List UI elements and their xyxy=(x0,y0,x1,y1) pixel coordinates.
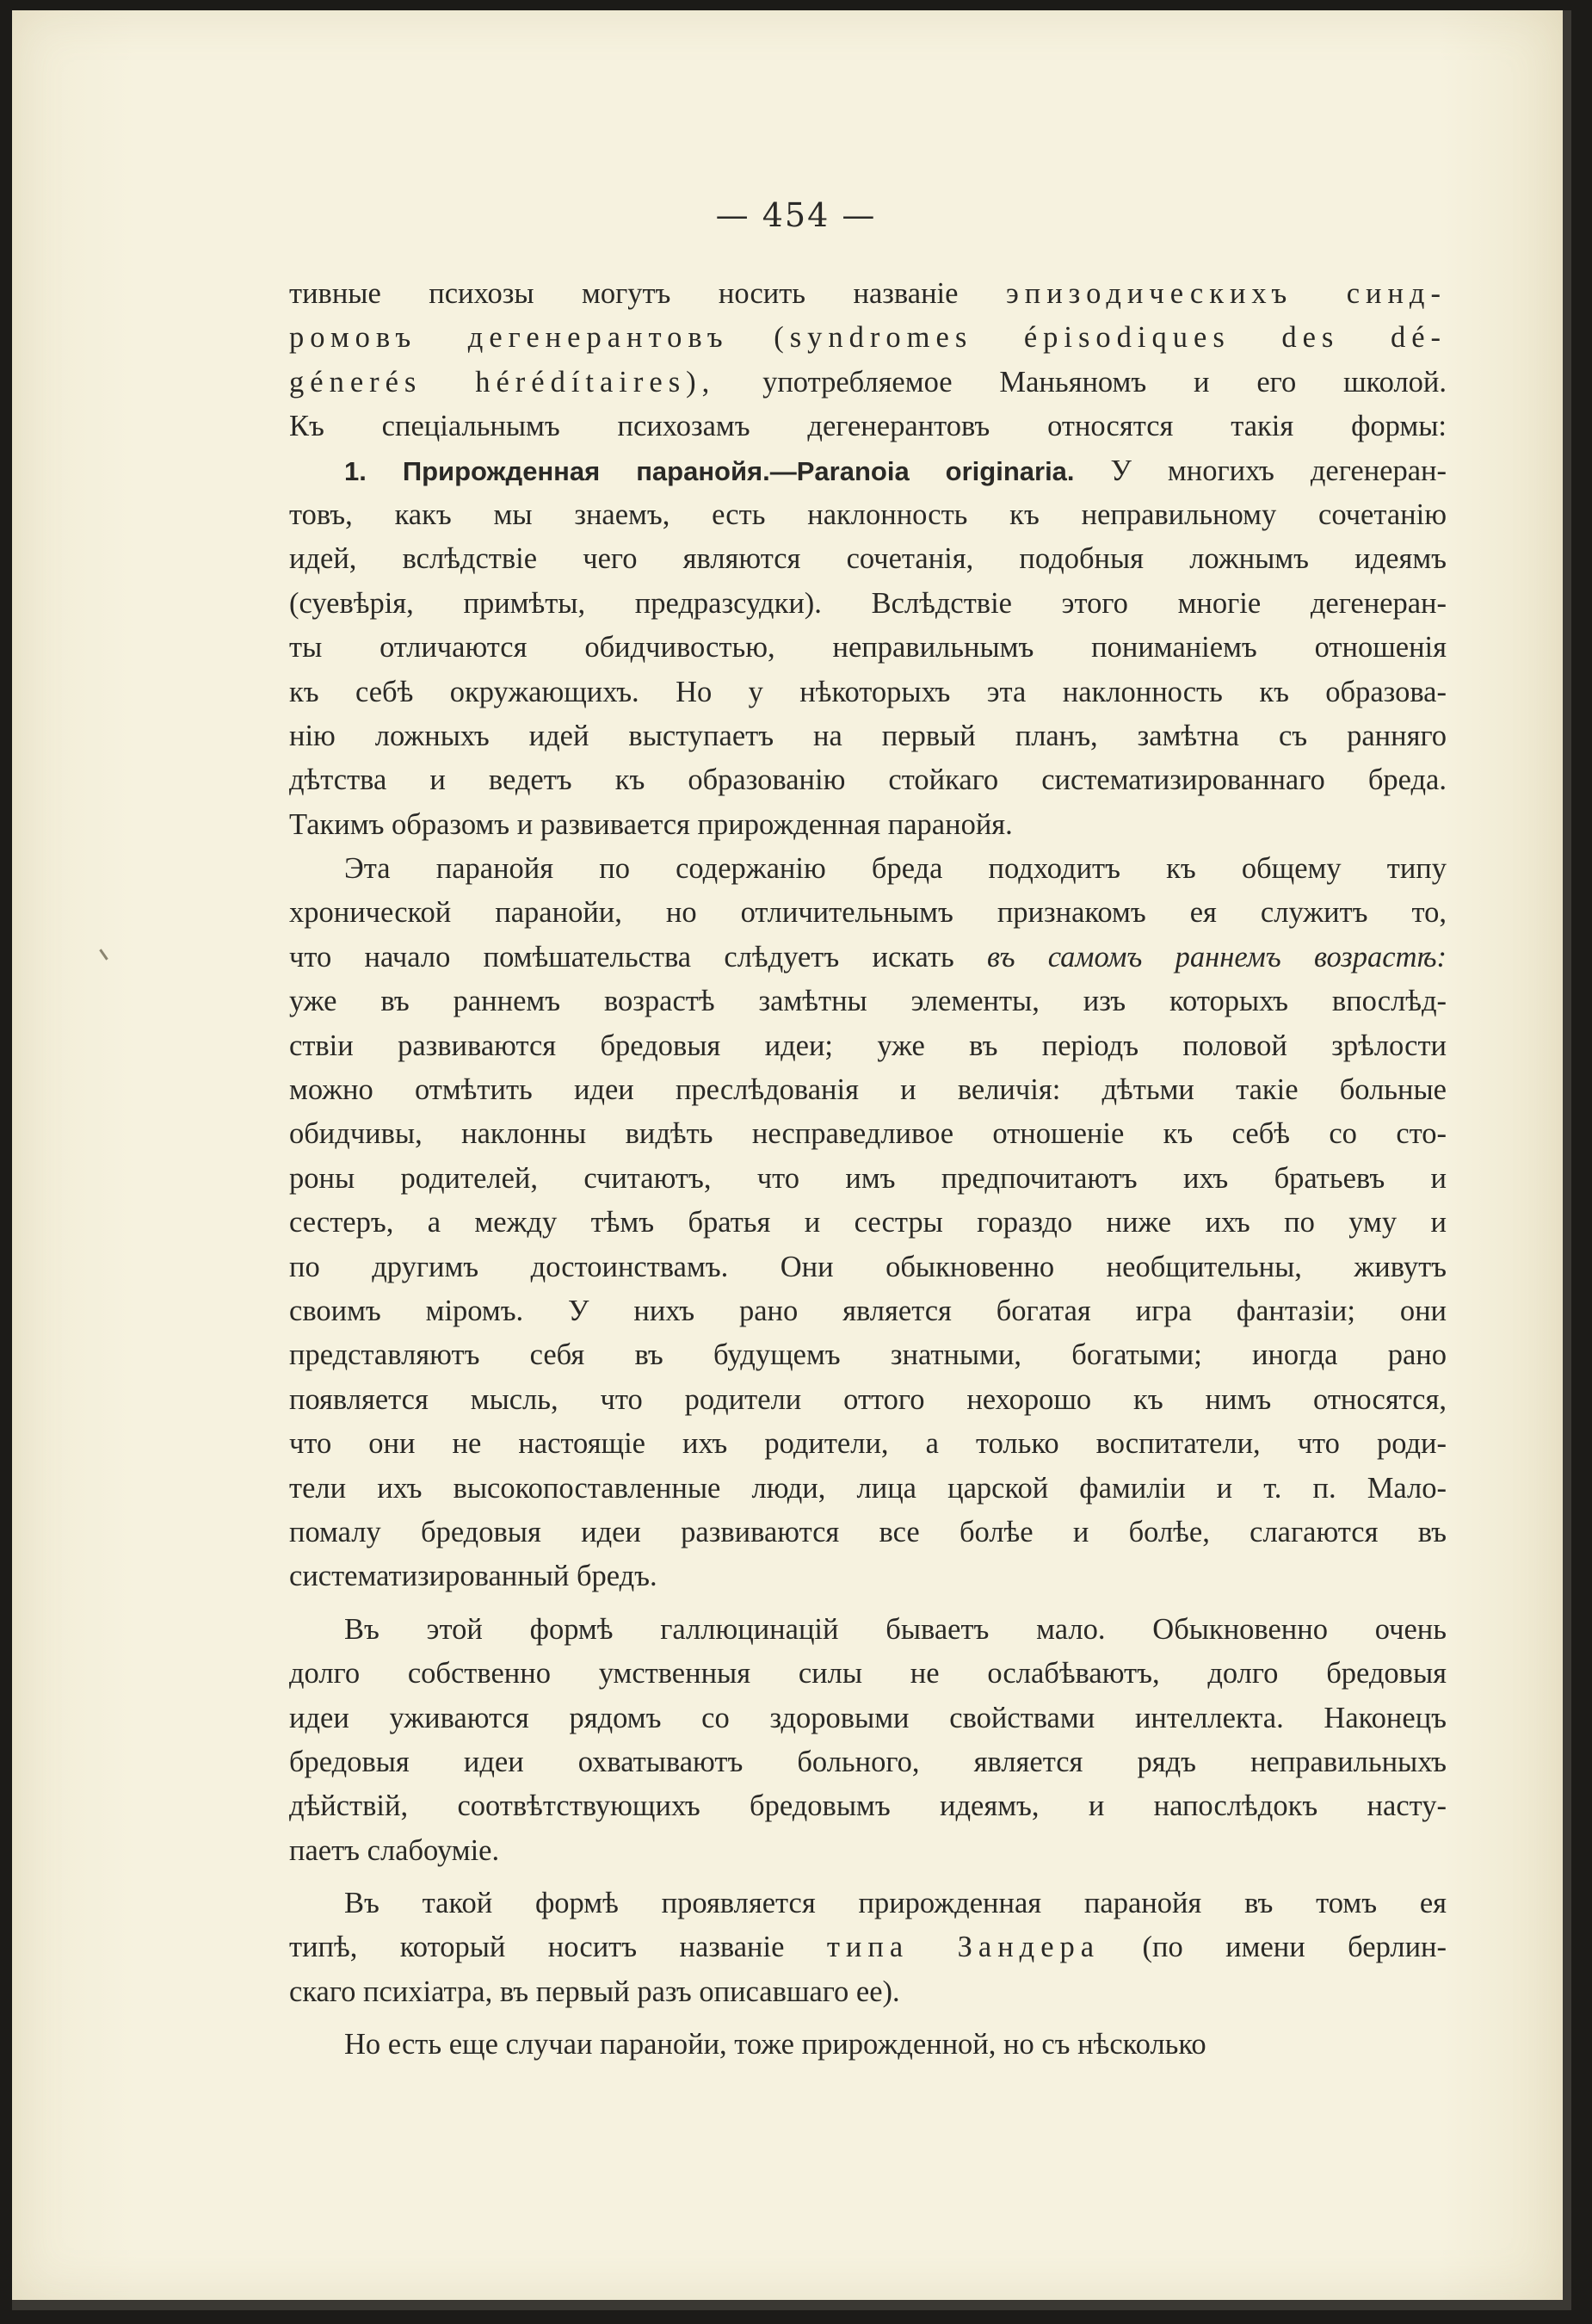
text-segment: сестеръ, а между тѣмъ братья и сестры гораздо ниже ихъ по уму и xyxy=(289,1206,1447,1239)
text-segment: тивные психозы могутъ носить названіе xyxy=(289,277,1006,310)
text-segment: 1. Прирожденная паранойя.—Paranoia originaria. xyxy=(344,455,1075,486)
text-segment: ромовъ дегенерантовъ xyxy=(289,321,729,355)
text-segment: Въ этой формѣ галлюцинацій бываетъ мало. Обыкновенно очень xyxy=(344,1612,1447,1646)
text-segment: нію ложныхъ идей выступаетъ на первый планъ, замѣтна съ ранняго xyxy=(289,719,1447,752)
text-line xyxy=(289,1511,1447,1554)
text-segment: Въ такой формѣ проявляется прирожденная паранойя въ томъ ея xyxy=(344,1887,1447,1920)
text-line xyxy=(289,449,1447,493)
text-segment: что они не настоящіе ихъ родители, а только воспитатели, что роди- xyxy=(289,1427,1447,1461)
text-line xyxy=(289,1554,1447,1598)
text-line xyxy=(289,1740,1447,1784)
text-line xyxy=(289,316,1447,360)
text-line xyxy=(289,1245,1447,1289)
text-line xyxy=(289,626,1447,670)
text-segment: бредовыя идеи охватываютъ больного, является рядъ неправильныхъ xyxy=(289,1745,1447,1778)
text-line xyxy=(289,1157,1447,1201)
text-segment: къ себѣ окружающихъ. Но у нѣкоторыхъ эта наклонность къ образова- xyxy=(289,675,1447,708)
paragraph-gap xyxy=(289,1873,1447,1882)
text-line xyxy=(289,803,1447,847)
text-segment: (syndromes épisodiques des dé- xyxy=(774,321,1447,355)
text-segment: долго собственно умственныя силы не ослабѣваютъ, долго бредовыя xyxy=(289,1657,1447,1690)
text-line xyxy=(289,1467,1447,1511)
text-segment: дѣйствій, соотвѣтствующихъ бредовымъ идеямъ, и напослѣдокъ насту- xyxy=(289,1789,1447,1823)
text-segment: паетъ слабоуміе. xyxy=(289,1833,500,1867)
text-segment: типа Зандера xyxy=(826,1931,1101,1964)
text-segment: въ самомъ раннемъ возрастѣ: xyxy=(987,940,1447,973)
text-segment: ты отличаются обидчивостью, неправильнымъ пониманіемъ отношенія xyxy=(289,631,1447,664)
text-line xyxy=(289,493,1447,537)
text-segment: появляется мысль, что родители оттого нехорошо къ нимъ относятся, xyxy=(289,1382,1447,1416)
text-line xyxy=(289,1201,1447,1245)
text-line xyxy=(289,1970,1447,2014)
text-segment: роны родителей, считаютъ, что имъ предпочитаютъ ихъ братьевъ и xyxy=(289,1161,1447,1195)
page-number: — 454 — xyxy=(715,196,877,234)
text-line xyxy=(289,847,1447,891)
text-line xyxy=(289,272,1447,316)
text-segment: идей, вслѣдствіе чего являются сочетанія, подобныя ложнымъ идеямъ xyxy=(289,542,1447,576)
text-line xyxy=(289,1289,1447,1333)
text-line xyxy=(289,1378,1447,1422)
text-line xyxy=(289,537,1447,581)
text-segment: (по имени берлин- xyxy=(1100,1931,1447,1964)
text-line xyxy=(289,1068,1447,1112)
text-segment: ствіи развиваются бредовыя идеи; уже въ періодъ половой зрѣлости xyxy=(289,1029,1447,1062)
text-line xyxy=(289,1829,1447,1873)
text-segment: У многихъ дегенеран- xyxy=(1074,454,1447,487)
text-segment: хронической паранойи, но отличительнымъ признакомъ ея служитъ то, xyxy=(289,896,1447,930)
text-line xyxy=(289,1608,1447,1652)
text-line xyxy=(289,891,1447,935)
text-segment: что начало помѣшательства слѣдуетъ искать xyxy=(289,940,988,973)
text-line xyxy=(289,1882,1447,1925)
text-segment: дѣтства и ведетъ къ образованію стойкаго систематизированнаго бреда. xyxy=(289,763,1447,797)
text-line xyxy=(289,671,1447,714)
text-line xyxy=(289,980,1447,1023)
text-segment: Эта паранойя по содержанію бреда подходитъ къ общему типу xyxy=(344,852,1447,886)
text-segment: употребляемое Маньяномъ и его школой. xyxy=(715,365,1447,399)
text-segment: Такимъ образомъ и развивается прирожденная паранойя. xyxy=(289,807,1013,841)
text-line xyxy=(289,1925,1447,1969)
text-line xyxy=(289,1112,1447,1156)
text-line xyxy=(289,1697,1447,1740)
text-segment xyxy=(729,321,774,354)
text-line xyxy=(289,936,1447,980)
margin-mark xyxy=(99,949,108,960)
text-segment: обидчивы, наклонны видѣть несправедливое отношеніе къ себѣ со сто- xyxy=(289,1117,1447,1151)
text-segment: тели ихъ высокопоставленные люди, лица царской фамиліи и т. п. Мало- xyxy=(289,1471,1447,1505)
text-line xyxy=(289,714,1447,758)
text-segment: Къ спеціальнымъ психозамъ дегенерантовъ относятся такія формы: xyxy=(289,410,1447,443)
text-segment: génerés hérédítaires), xyxy=(289,365,716,399)
text-segment: товъ, какъ мы знаемъ, есть наклонность къ неправильному сочетанію xyxy=(289,498,1447,531)
text-line xyxy=(289,582,1447,626)
text-segment: типѣ, который носитъ названіе xyxy=(289,1931,827,1964)
text-segment: идеи уживаются рядомъ со здоровыми свойствами интеллекта. Наконецъ xyxy=(289,1701,1447,1734)
text-line xyxy=(289,1652,1447,1696)
text-segment: можно отмѣтить идеи преслѣдованія и величія: дѣтьми такіе больные xyxy=(289,1073,1447,1107)
text-line xyxy=(289,405,1447,448)
text-segment: уже въ раннемъ возрастѣ замѣтны элементы, изъ которыхъ впослѣд- xyxy=(289,985,1447,1018)
text-segment: своимъ міромъ. У нихъ рано является богатая игра фантазіи; они xyxy=(289,1294,1447,1327)
text-segment: помалу бредовыя идеи развиваются все болѣе и болѣе, слагаются въ xyxy=(289,1515,1447,1548)
text-segment: систематизированный бредъ. xyxy=(289,1560,657,1593)
text-line xyxy=(289,2023,1447,2067)
text-segment: эпизодическихъ синд- xyxy=(1005,277,1447,310)
text-line xyxy=(289,758,1447,802)
text-line xyxy=(289,1333,1447,1377)
text-line xyxy=(289,1422,1447,1466)
text-segment: Но есть еще случаи паранойи, тоже прирожденной, но съ нѣсколько xyxy=(344,2028,1206,2061)
body-text xyxy=(289,272,1447,2067)
text-line xyxy=(289,1784,1447,1828)
paragraph-gap xyxy=(289,2014,1447,2023)
text-segment: по другимъ достоинствамъ. Они обыкновенно необщительны, живутъ xyxy=(289,1250,1447,1283)
paragraph-gap xyxy=(289,1599,1447,1608)
text-segment: скаго психіатра, въ первый разъ описавшаго ее). xyxy=(289,1975,900,2008)
text-line xyxy=(289,361,1447,405)
text-segment: (суевѣрія, примѣты, предразсудки). Вслѣдствіе этого многіе дегенеран- xyxy=(289,586,1447,620)
text-segment: представляютъ себя въ будущемъ знатными, богатыми; иногда рано xyxy=(289,1338,1447,1372)
text-line xyxy=(289,1024,1447,1068)
